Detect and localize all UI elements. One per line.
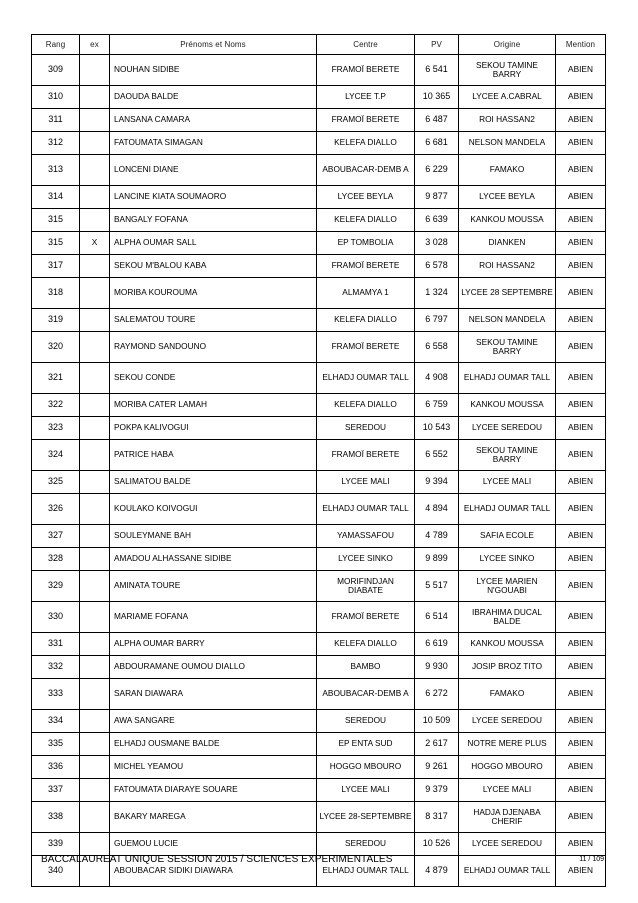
results-table (31, 34, 606, 887)
cell-mention: ABIEN (556, 548, 606, 571)
cell-origine: ROI HASSAN2 (459, 109, 556, 132)
cell-ex (80, 656, 110, 679)
cell-name: AMADOU ALHASSANE SIDIBE (110, 548, 317, 571)
cell-ex (80, 548, 110, 571)
cell-origine: IBRAHIMA DUCAL BALDE (459, 602, 556, 633)
cell-mention: ABIEN (556, 86, 606, 109)
cell-centre: FRAMOÏ BERETE (317, 602, 415, 633)
table-row (32, 733, 606, 756)
cell-rang: 338 (32, 802, 80, 833)
table-row (32, 633, 606, 656)
cell-ex (80, 255, 110, 278)
cell-pv: 6 272 (415, 679, 459, 710)
cell-name: KOULAKO KOIVOGUI (110, 494, 317, 525)
cell-name: FATOUMATA SIMAGAN (110, 132, 317, 155)
cell-pv: 6 639 (415, 209, 459, 232)
cell-name: AWA SANGARE (110, 710, 317, 733)
cell-mention: ABIEN (556, 417, 606, 440)
cell-mention: ABIEN (556, 756, 606, 779)
cell-name: MORIBA CATER LAMAH (110, 394, 317, 417)
cell-pv: 6 514 (415, 602, 459, 633)
cell-mention: ABIEN (556, 802, 606, 833)
cell-pv: 9 394 (415, 471, 459, 494)
cell-ex (80, 394, 110, 417)
header-mention: Mention (556, 35, 606, 55)
cell-centre: EP ENTA SUD (317, 733, 415, 756)
table-row (32, 656, 606, 679)
table-row (32, 363, 606, 394)
table-row (32, 186, 606, 209)
cell-rang: 330 (32, 602, 80, 633)
cell-pv: 9 379 (415, 779, 459, 802)
cell-ex (80, 525, 110, 548)
header-pv: PV (415, 35, 459, 55)
cell-rang: 328 (32, 548, 80, 571)
cell-pv: 9 877 (415, 186, 459, 209)
cell-pv: 6 619 (415, 633, 459, 656)
cell-centre: FRAMOÏ BERETE (317, 109, 415, 132)
cell-rang: 322 (32, 394, 80, 417)
cell-origine: LYCEE MARIEN N'GOUABI (459, 571, 556, 602)
cell-name: AMINATA TOURE (110, 571, 317, 602)
cell-ex (80, 186, 110, 209)
cell-rang: 312 (32, 132, 80, 155)
cell-centre: KELEFA DIALLO (317, 394, 415, 417)
cell-rang: 313 (32, 155, 80, 186)
cell-name: SEKOU CONDE (110, 363, 317, 394)
cell-origine: LYCEE MALI (459, 471, 556, 494)
cell-rang: 337 (32, 779, 80, 802)
cell-pv: 8 317 (415, 802, 459, 833)
cell-rang: 326 (32, 494, 80, 525)
cell-rang: 323 (32, 417, 80, 440)
cell-rang: 336 (32, 756, 80, 779)
cell-name: ELHADJ OUSMANE BALDE (110, 733, 317, 756)
cell-rang: 327 (32, 525, 80, 548)
cell-pv: 1 324 (415, 278, 459, 309)
cell-ex (80, 494, 110, 525)
cell-origine: LYCEE BEYLA (459, 186, 556, 209)
cell-origine: SEKOU TAMINE BARRY (459, 332, 556, 363)
cell-ex (80, 86, 110, 109)
table-row (32, 471, 606, 494)
cell-name: SARAN DIAWARA (110, 679, 317, 710)
cell-mention: ABIEN (556, 232, 606, 255)
cell-rang: 310 (32, 86, 80, 109)
cell-centre: LYCEE BEYLA (317, 186, 415, 209)
cell-centre: FRAMOÏ BERETE (317, 255, 415, 278)
cell-name: RAYMOND SANDOUNO (110, 332, 317, 363)
cell-pv: 2 617 (415, 733, 459, 756)
cell-name: SALEMATOU TOURE (110, 309, 317, 332)
table-row (32, 494, 606, 525)
cell-origine: SAFIA ECOLE (459, 525, 556, 548)
cell-centre: BAMBO (317, 656, 415, 679)
footer-page-number: 11 / 109 (579, 856, 604, 863)
table-row (32, 278, 606, 309)
table-row (32, 833, 606, 856)
cell-mention: ABIEN (556, 710, 606, 733)
cell-pv: 5 517 (415, 571, 459, 602)
cell-centre: LYCEE MALI (317, 779, 415, 802)
cell-pv: 6 487 (415, 109, 459, 132)
table-row (32, 756, 606, 779)
cell-pv: 10 509 (415, 710, 459, 733)
table-row (32, 679, 606, 710)
cell-centre: LYCEE MALI (317, 471, 415, 494)
cell-ex (80, 471, 110, 494)
cell-centre: ELHADJ OUMAR TALL (317, 856, 415, 887)
cell-name: MARIAME FOFANA (110, 602, 317, 633)
cell-centre: KELEFA DIALLO (317, 132, 415, 155)
cell-pv: 3 028 (415, 232, 459, 255)
cell-mention: ABIEN (556, 440, 606, 471)
header-names: Prénoms et Noms (110, 35, 317, 55)
cell-mention: ABIEN (556, 132, 606, 155)
cell-ex (80, 132, 110, 155)
cell-centre: FRAMOÏ BERETE (317, 332, 415, 363)
cell-pv: 10 365 (415, 86, 459, 109)
cell-name: ABDOURAMANE OUMOU DIALLO (110, 656, 317, 679)
cell-ex (80, 417, 110, 440)
cell-rang: 315 (32, 232, 80, 255)
cell-name: BAKARY MAREGA (110, 802, 317, 833)
cell-mention: ABIEN (556, 394, 606, 417)
cell-pv: 9 261 (415, 756, 459, 779)
cell-ex (80, 779, 110, 802)
cell-name: SOULEYMANE BAH (110, 525, 317, 548)
cell-ex (80, 55, 110, 86)
cell-pv: 6 229 (415, 155, 459, 186)
cell-pv: 9 930 (415, 656, 459, 679)
cell-rang: 321 (32, 363, 80, 394)
cell-origine: KANKOU MOUSSA (459, 633, 556, 656)
cell-origine: LYCEE 28 SEPTEMBRE (459, 278, 556, 309)
cell-centre: SEREDOU (317, 833, 415, 856)
table-row (32, 802, 606, 833)
cell-origine: LYCEE SEREDOU (459, 833, 556, 856)
cell-mention: ABIEN (556, 779, 606, 802)
cell-origine: JOSIP BROZ TITO (459, 656, 556, 679)
cell-ex (80, 332, 110, 363)
cell-name: POKPA KALIVOGUI (110, 417, 317, 440)
cell-mention: ABIEN (556, 571, 606, 602)
cell-centre: KELEFA DIALLO (317, 209, 415, 232)
table-row (32, 525, 606, 548)
cell-rang: 309 (32, 55, 80, 86)
table-row (32, 602, 606, 633)
cell-centre: HOGGO MBOURO (317, 756, 415, 779)
table-row (32, 309, 606, 332)
cell-rang: 334 (32, 710, 80, 733)
cell-name: FATOUMATA DIARAYE SOUARE (110, 779, 317, 802)
cell-centre: LYCEE 28-SEPTEMBRE (317, 802, 415, 833)
cell-pv: 10 526 (415, 833, 459, 856)
cell-centre: SEREDOU (317, 417, 415, 440)
cell-origine: LYCEE SEREDOU (459, 710, 556, 733)
cell-origine: KANKOU MOUSSA (459, 394, 556, 417)
table-row (32, 332, 606, 363)
cell-ex (80, 571, 110, 602)
cell-centre: ABOUBACAR-DEMB A (317, 155, 415, 186)
cell-mention: ABIEN (556, 363, 606, 394)
cell-mention: ABIEN (556, 255, 606, 278)
cell-origine: ROI HASSAN2 (459, 255, 556, 278)
cell-centre: ELHADJ OUMAR TALL (317, 363, 415, 394)
cell-centre: EP TOMBOLIA (317, 232, 415, 255)
cell-name: ALPHA OUMAR BARRY (110, 633, 317, 656)
cell-rang: 319 (32, 309, 80, 332)
cell-centre: KELEFA DIALLO (317, 633, 415, 656)
cell-origine: KANKOU MOUSSA (459, 209, 556, 232)
cell-origine: LYCEE SINKO (459, 548, 556, 571)
cell-pv: 4 894 (415, 494, 459, 525)
cell-centre: ALMAMYA 1 (317, 278, 415, 309)
cell-centre: ABOUBACAR-DEMB A (317, 679, 415, 710)
cell-mention: ABIEN (556, 155, 606, 186)
cell-rang: 331 (32, 633, 80, 656)
cell-ex (80, 155, 110, 186)
table-row (32, 255, 606, 278)
cell-origine: NELSON MANDELA (459, 309, 556, 332)
cell-centre: LYCEE T.P (317, 86, 415, 109)
table-row (32, 86, 606, 109)
cell-pv: 4 908 (415, 363, 459, 394)
cell-name: MICHEL YEAMOU (110, 756, 317, 779)
cell-mention: ABIEN (556, 679, 606, 710)
cell-mention: ABIEN (556, 633, 606, 656)
cell-centre: FRAMOÏ BERETE (317, 440, 415, 471)
cell-centre: FRAMOÏ BERETE (317, 55, 415, 86)
cell-ex (80, 756, 110, 779)
cell-mention: ABIEN (556, 186, 606, 209)
cell-name: ALPHA OUMAR SALL (110, 232, 317, 255)
cell-name: SEKOU M'BALOU KABA (110, 255, 317, 278)
table-row (32, 55, 606, 86)
cell-mention: ABIEN (556, 209, 606, 232)
cell-ex (80, 109, 110, 132)
cell-rang: 325 (32, 471, 80, 494)
cell-name: NOUHAN SIDIBE (110, 55, 317, 86)
cell-origine: LYCEE A.CABRAL (459, 86, 556, 109)
cell-rang: 329 (32, 571, 80, 602)
cell-rang: 314 (32, 186, 80, 209)
cell-ex (80, 440, 110, 471)
cell-ex (80, 802, 110, 833)
table-row (32, 548, 606, 571)
cell-origine: NOTRE MERE PLUS (459, 733, 556, 756)
header-rang: Rang (32, 35, 80, 55)
cell-ex: X (80, 232, 110, 255)
cell-rang: 315 (32, 209, 80, 232)
cell-origine: ELHADJ OUMAR TALL (459, 856, 556, 887)
cell-name: LANSANA CAMARA (110, 109, 317, 132)
cell-mention: ABIEN (556, 856, 606, 887)
footer-title: BACCALAUREAT UNIQUE SESSION 2015 / SCIENCES EXPERIMENTALES (41, 854, 393, 865)
cell-origine: NELSON MANDELA (459, 132, 556, 155)
table-row (32, 109, 606, 132)
cell-pv: 6 558 (415, 332, 459, 363)
cell-mention: ABIEN (556, 332, 606, 363)
cell-rang: 332 (32, 656, 80, 679)
cell-ex (80, 710, 110, 733)
table-row (32, 571, 606, 602)
table-row (32, 440, 606, 471)
cell-rang: 333 (32, 679, 80, 710)
cell-ex (80, 833, 110, 856)
cell-rang: 335 (32, 733, 80, 756)
cell-origine: ELHADJ OUMAR TALL (459, 494, 556, 525)
cell-origine: FAMAKO (459, 679, 556, 710)
cell-ex (80, 733, 110, 756)
cell-mention: ABIEN (556, 309, 606, 332)
cell-name: GUEMOU LUCIE (110, 833, 317, 856)
cell-pv: 6 578 (415, 255, 459, 278)
cell-ex (80, 209, 110, 232)
cell-mention: ABIEN (556, 733, 606, 756)
table-row (32, 394, 606, 417)
cell-origine: DIANKEN (459, 232, 556, 255)
cell-rang: 318 (32, 278, 80, 309)
cell-centre: YAMASSAFOU (317, 525, 415, 548)
cell-origine: HADJA DJENABA CHERIF (459, 802, 556, 833)
cell-rang: 317 (32, 255, 80, 278)
cell-centre: ELHADJ OUMAR TALL (317, 494, 415, 525)
cell-mention: ABIEN (556, 602, 606, 633)
table-row (32, 232, 606, 255)
cell-pv: 9 899 (415, 548, 459, 571)
cell-name: SALIMATOU BALDE (110, 471, 317, 494)
cell-ex (80, 602, 110, 633)
table-row (32, 710, 606, 733)
cell-mention: ABIEN (556, 109, 606, 132)
header-origine: Origine (459, 35, 556, 55)
cell-pv: 4 789 (415, 525, 459, 548)
cell-name: ABOUBACAR SIDIKI DIAWARA (110, 856, 317, 887)
cell-ex (80, 633, 110, 656)
cell-mention: ABIEN (556, 494, 606, 525)
cell-rang: 339 (32, 833, 80, 856)
cell-rang: 320 (32, 332, 80, 363)
cell-rang: 311 (32, 109, 80, 132)
cell-pv: 6 797 (415, 309, 459, 332)
cell-pv: 10 543 (415, 417, 459, 440)
cell-mention: ABIEN (556, 55, 606, 86)
cell-origine: LYCEE MALI (459, 779, 556, 802)
header-ex: ex (80, 35, 110, 55)
cell-name: PATRICE HABA (110, 440, 317, 471)
cell-name: MORIBA KOUROUMA (110, 278, 317, 309)
cell-mention: ABIEN (556, 525, 606, 548)
cell-pv: 6 552 (415, 440, 459, 471)
cell-name: BANGALY FOFANA (110, 209, 317, 232)
cell-pv: 6 541 (415, 55, 459, 86)
header-centre: Centre (317, 35, 415, 55)
cell-origine: ELHADJ OUMAR TALL (459, 363, 556, 394)
cell-origine: FAMAKO (459, 155, 556, 186)
cell-centre: MORIFINDJAN DIABATE (317, 571, 415, 602)
cell-origine: HOGGO MBOURO (459, 756, 556, 779)
table-row (32, 155, 606, 186)
cell-pv: 6 681 (415, 132, 459, 155)
table-row (32, 779, 606, 802)
cell-name: LANCINE KIATA SOUMAORO (110, 186, 317, 209)
table-row (32, 132, 606, 155)
cell-name: LONCENI DIANE (110, 155, 317, 186)
table-row (32, 417, 606, 440)
cell-centre: SEREDOU (317, 710, 415, 733)
cell-rang: 340 (32, 856, 80, 887)
cell-mention: ABIEN (556, 278, 606, 309)
cell-ex (80, 679, 110, 710)
cell-ex (80, 278, 110, 309)
cell-pv: 6 759 (415, 394, 459, 417)
cell-origine: SEKOU TAMINE BARRY (459, 440, 556, 471)
cell-pv: 4 879 (415, 856, 459, 887)
table-row (32, 209, 606, 232)
cell-mention: ABIEN (556, 471, 606, 494)
cell-origine: LYCEE SEREDOU (459, 417, 556, 440)
cell-centre: KELEFA DIALLO (317, 309, 415, 332)
cell-ex (80, 309, 110, 332)
cell-name: DAOUDA BALDE (110, 86, 317, 109)
cell-ex (80, 363, 110, 394)
cell-centre: LYCEE SINKO (317, 548, 415, 571)
cell-mention: ABIEN (556, 656, 606, 679)
cell-rang: 324 (32, 440, 80, 471)
table-header-row (32, 35, 606, 55)
cell-origine: SEKOU TAMINE BARRY (459, 55, 556, 86)
cell-mention: ABIEN (556, 833, 606, 856)
